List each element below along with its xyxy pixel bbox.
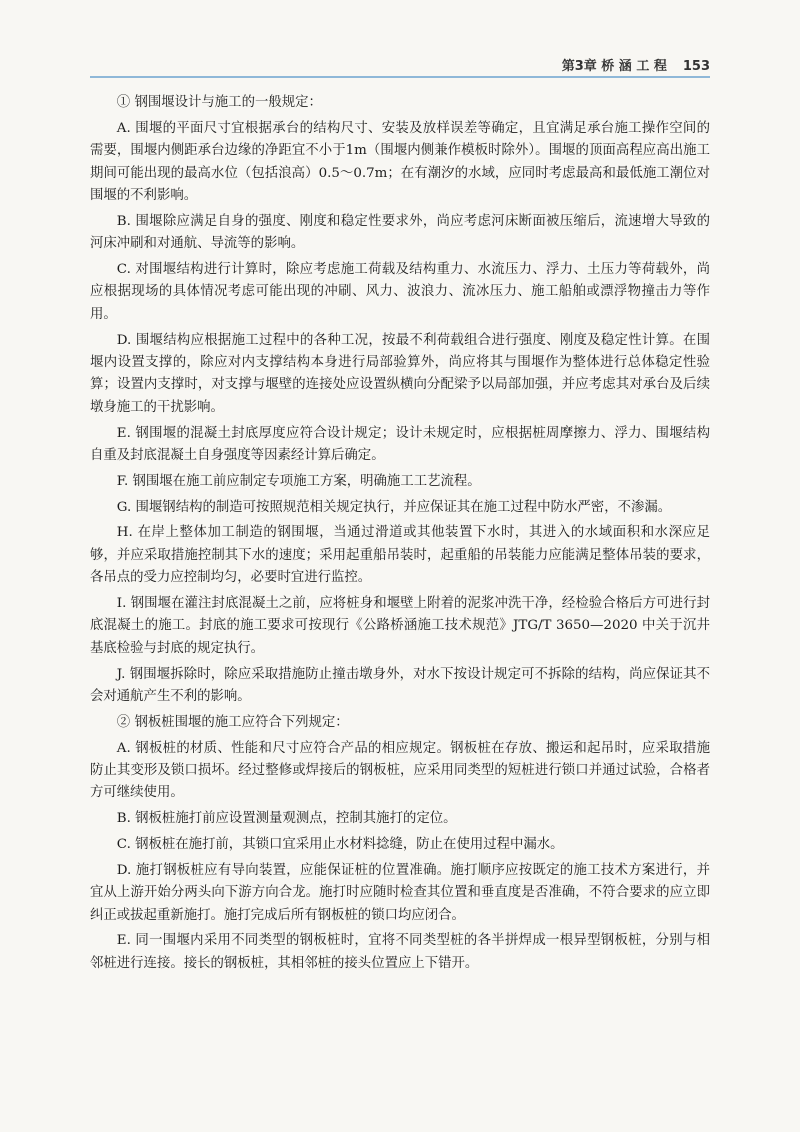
paragraph-d: D. 围堰结构应根据施工过程中的各种工况，按最不利荷载组合进行强度、刚度及稳定性计算。在围堰内设置支撑的，除应对内支撑结构本身进行局部验算外，尚应将其与围堰作为整体进行总体稳定性验算；设置内支撑时，对支撑与堰壁的连接处应设置纵横向分配梁予以局部加强，并应考虑其对承台及后续墩身施工的干扰影响。 [90,332,710,415]
paragraph-h: H. 在岸上整体加工制造的钢围堰，当通过滑道或其他装置下水时，其进入的水域面积和水深应足够，并应采取措施控制其下水的速度；采用起重船吊装时，起重船的吊装能力应能满足整体吊装的要求，各吊点的受力应控制均匀，必要时宜进行监控。 [90,525,710,586]
paragraph-i: I. 钢围堰在灌注封底混凝土之前，应将桩身和堰壁上附着的泥浆冲洗干净，经检验合格后方可进行封底混凝土的施工。封底的施工要求可按现行《公路桥涵施工技术规范》JTG/T 3650—2020 中关于沉井基底检验与封底的规定执行。 [90,596,710,656]
paragraph-sheet-pile-c: C. 钢板桩在施打前，其锁口宜采用止水材料捻缝，防止在使用过程中漏水。 [116,837,564,853]
paragraph-a: A. 围堰的平面尺寸宜根据承台的结构尺寸、安装及放样误差等确定，且宜满足承台施工操作空间的需要，围堰内侧距承台边缘的净距宜不小于1m（围堰内侧兼作模板时除外）。围堰的顶面高程应高出施工期间可能出现的最高水位（包括浪高）0.5～0.7m；在有潮汐的水域，应同时考虑最高和最低施工潮位对围堰的不利影响。 [90,120,710,204]
paragraph-sheet-pile-d: D. 施打钢板桩应有导向装置，应能保证桩的位置准确。施打顺序应按既定的施工技术方案进行，并宜从上游开始分两头向下游方向合龙。施打时应随时检查其位置和垂直度是否准确，不符合要求的应立即纠正或拔起重新施打。施打完成后所有钢板桩的锁口均应闭合。 [90,862,710,923]
chapter-title: 第3章 桥 涵 工 程 [561,59,667,74]
paragraph-c: C. 对围堰结构进行计算时，除应考虑施工荷载及结构重力、水流压力、浮力、土压力等荷载外，尚应根据现场的具体情况考虑可能出现的冲刷、风力、波浪力、流冰压力、施工船舶或漂浮物撞击力等作用。 [90,262,710,322]
page-number: 153 [682,59,710,74]
paragraph-f: F. 钢围堰在施工前应制定专项施工方案，明确施工工艺流程。 [116,473,481,489]
paragraph-b: B. 围堰除应满足自身的强度、刚度和稳定性要求外，尚应考虑河床断面被压缩后，流速增大导致的河床冲刷和对通航、导流等的影响。 [90,213,710,252]
paragraph-e: E. 钢围堰的混凝土封底厚度应符合设计规定；设计未规定时，应根据桩周摩擦力、浮力、围堰结构自重及封底混凝土自身强度等因素经计算后确定。 [90,425,710,464]
body-text [90,92,710,979]
section-heading-steel-cofferdam: ① 钢围堰设计与施工的一般规定： [116,95,322,110]
paragraph-sheet-pile-e: E. 同一围堰内采用不同类型的钢板桩时，宜将不同类型桩的各半拼焊成一根异型钢板桩，分别与相邻桩进行连接。接长的钢板桩，其相邻桩的接头位置应上下错开。 [90,933,710,971]
paragraph-j: J. 钢围堰拆除时，除应采取措施防止撞击墩身外，对水下按设计规定可不拆除的结构，尚应保证其不会对通航产生不利的影响。 [90,666,710,705]
section-heading-sheet-pile: ② 钢板桩围堰的施工应符合下列规定： [116,714,349,730]
header-rule [90,76,710,78]
paragraph-sheet-pile-a: A. 钢板桩的材质、性能和尺寸应符合产品的相应规定。钢板桩在存放、搬运和起吊时，应采取措施防止其变形及锁口损坏。经过整修或焊接后的钢板桩，应采用同类型的短桩进行锁口并通过试验，合格者方可继续使用。 [90,740,710,801]
paragraph-g: G. 围堰钢结构的制造可按照规范相关规定执行，并应保证其在施工过程中防水严密，不渗漏。 [116,499,672,515]
paragraph-sheet-pile-b: B. 钢板桩施打前应设置测量观测点，控制其施打的定位。 [116,811,457,827]
page-header [90,52,710,74]
